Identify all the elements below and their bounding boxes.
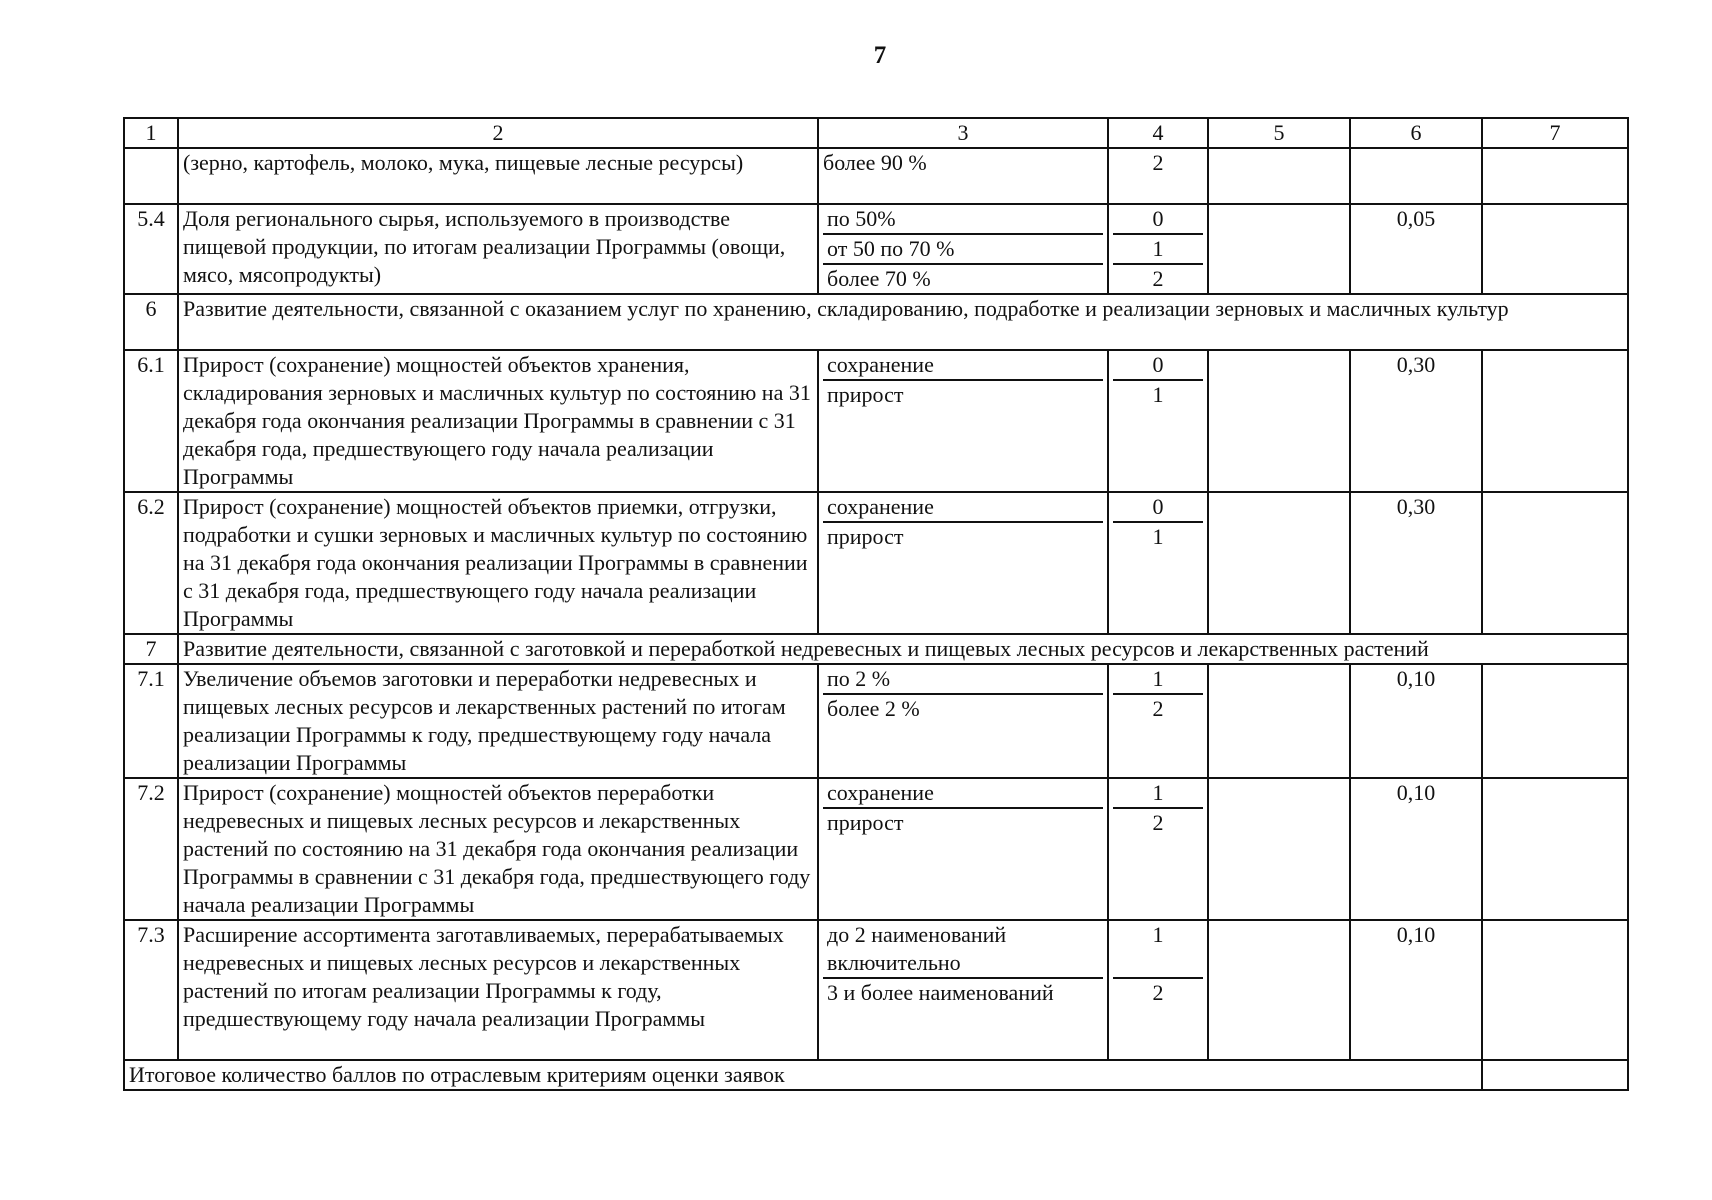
weight-value: 0,10 <box>1350 778 1482 920</box>
section-number: 6 <box>124 294 178 350</box>
empty-cell <box>1482 148 1628 204</box>
header-cell: 4 <box>1108 118 1208 148</box>
points-value: 1 <box>1152 524 1164 549</box>
header-cell: 3 <box>818 118 1108 148</box>
option-text: 3 и более наименований <box>827 980 1054 1005</box>
points-value: 2 <box>1152 810 1164 835</box>
option-text: более 70 % <box>827 266 931 291</box>
empty-cell <box>1208 920 1350 1060</box>
table-row <box>124 350 1628 492</box>
points-value: 2 <box>1152 266 1164 291</box>
points-value: 1 <box>1113 665 1203 695</box>
criteria-table <box>123 117 1629 1091</box>
page-number: 7 <box>873 42 887 69</box>
table-row <box>124 204 1628 294</box>
criterion-text: Прирост (сохранение) мощностей объектов приемки, отгрузки, подработки и сушки зерновых и масличных культур по состоянию на 31 декабря года окончания реализации Программы в сравнении с 31 декабря года, предшествующего году начала реализации Программы <box>178 492 818 634</box>
option-text: более 90 % <box>818 148 1108 204</box>
option-text: от 50 по 70 % <box>823 235 1103 265</box>
option-text: более 2 % <box>827 696 920 721</box>
empty-cell <box>1208 350 1350 492</box>
weight-value: 0,05 <box>1350 204 1482 294</box>
total-label: Итоговое количество баллов по отраслевым критериям оценки заявок <box>124 1060 1482 1090</box>
options-cell <box>818 920 1108 1060</box>
row-number: 6.1 <box>124 350 178 492</box>
points-value: 2 <box>1152 980 1164 1005</box>
points-cell <box>1108 664 1208 778</box>
header-cell: 2 <box>178 118 818 148</box>
empty-cell <box>1208 778 1350 920</box>
options-cell <box>818 492 1108 634</box>
points-value: 1 <box>1152 382 1164 407</box>
options-cell <box>818 778 1108 920</box>
empty-cell <box>1482 778 1628 920</box>
section-row <box>124 294 1628 350</box>
option-text: сохранение <box>823 779 1103 809</box>
header-cell: 1 <box>124 118 178 148</box>
points-value: 0 <box>1113 351 1203 381</box>
points-cell <box>1108 778 1208 920</box>
section-number: 7 <box>124 634 178 664</box>
options-cell <box>818 350 1108 492</box>
points-cell <box>1108 492 1208 634</box>
row-number: 7.2 <box>124 778 178 920</box>
criterion-text: Увеличение объемов заготовки и переработки недревесных и пищевых лесных ресурсов и лекарственных растений по итогам реализации Программы к году, предшествующему году начала реализации Программы <box>178 664 818 778</box>
empty-cell <box>1482 492 1628 634</box>
criterion-text: Расширение ассортимента заготавливаемых, перерабатываемых недревесных и пищевых лесных ресурсов и лекарственных растений по итогам реализации Программы к году, предшествующему году начала реализации Программы <box>178 920 818 1060</box>
points-value: 1 <box>1113 779 1203 809</box>
row-number <box>124 148 178 204</box>
total-row <box>124 1060 1628 1090</box>
option-text: прирост <box>827 524 904 549</box>
points-value: 1 <box>1113 921 1203 979</box>
row-number: 6.2 <box>124 492 178 634</box>
option-text: прирост <box>827 810 904 835</box>
row-number: 7.3 <box>124 920 178 1060</box>
weight-value: 0,30 <box>1350 350 1482 492</box>
empty-cell <box>1482 350 1628 492</box>
points-value: 1 <box>1113 235 1203 265</box>
total-value <box>1482 1060 1628 1090</box>
empty-cell <box>1208 664 1350 778</box>
points-cell <box>1108 920 1208 1060</box>
header-cell: 5 <box>1208 118 1350 148</box>
section-title: Развитие деятельности, связанной с оказанием услуг по хранению, складированию, подработке и реализации зерновых и масличных культур <box>178 294 1628 350</box>
weight-value: 0,10 <box>1350 664 1482 778</box>
points-cell <box>1108 350 1208 492</box>
option-text: по 50% <box>823 205 1103 235</box>
points-value: 0 <box>1113 205 1203 235</box>
empty-cell <box>1208 204 1350 294</box>
table-row <box>124 920 1628 1060</box>
points-value: 2 <box>1108 148 1208 204</box>
table-row <box>124 664 1628 778</box>
weight-value: 0,10 <box>1350 920 1482 1060</box>
empty-cell <box>1208 148 1350 204</box>
section-row <box>124 634 1628 664</box>
points-value: 0 <box>1113 493 1203 523</box>
section-title: Развитие деятельности, связанной с заготовкой и переработкой недревесных и пищевых лесных ресурсов и лекарственных растений <box>178 634 1628 664</box>
criterion-text: (зерно, картофель, молоко, мука, пищевые лесные ресурсы) <box>178 148 818 204</box>
empty-cell <box>1208 492 1350 634</box>
weight-value: 0,30 <box>1350 492 1482 634</box>
points-cell <box>1108 204 1208 294</box>
table-row <box>124 778 1628 920</box>
table-row <box>124 148 1628 204</box>
option-text: по 2 % <box>823 665 1103 695</box>
option-text: до 2 наименований включительно <box>823 921 1103 979</box>
criterion-text: Прирост (сохранение) мощностей объектов хранения, складирования зерновых и масличных культур по состоянию на 31 декабря года окончания реализации Программы в сравнении с 31 декабря года, предшествующего году начала реализации Программы <box>178 350 818 492</box>
empty-cell <box>1482 920 1628 1060</box>
option-text: сохранение <box>823 493 1103 523</box>
empty-cell <box>1482 204 1628 294</box>
table-row <box>124 492 1628 634</box>
empty-cell <box>1350 148 1482 204</box>
option-text: сохранение <box>823 351 1103 381</box>
header-cell: 7 <box>1482 118 1628 148</box>
empty-cell <box>1482 664 1628 778</box>
points-value: 2 <box>1152 696 1164 721</box>
criterion-text: Доля регионального сырья, используемого в производстве пищевой продукции, по итогам реализации Программы (овощи, мясо, мясопродукты) <box>178 204 818 294</box>
options-cell <box>818 204 1108 294</box>
row-number: 7.1 <box>124 664 178 778</box>
option-text: прирост <box>827 382 904 407</box>
row-number: 5.4 <box>124 204 178 294</box>
criterion-text: Прирост (сохранение) мощностей объектов переработки недревесных и пищевых лесных ресурсов и лекарственных растений по состоянию на 31 декабря года окончания реализации Программы в сравнении с 31 декабря года, предшествующего году начала реализации Программы <box>178 778 818 920</box>
options-cell <box>818 664 1108 778</box>
header-row <box>124 118 1628 148</box>
header-cell: 6 <box>1350 118 1482 148</box>
